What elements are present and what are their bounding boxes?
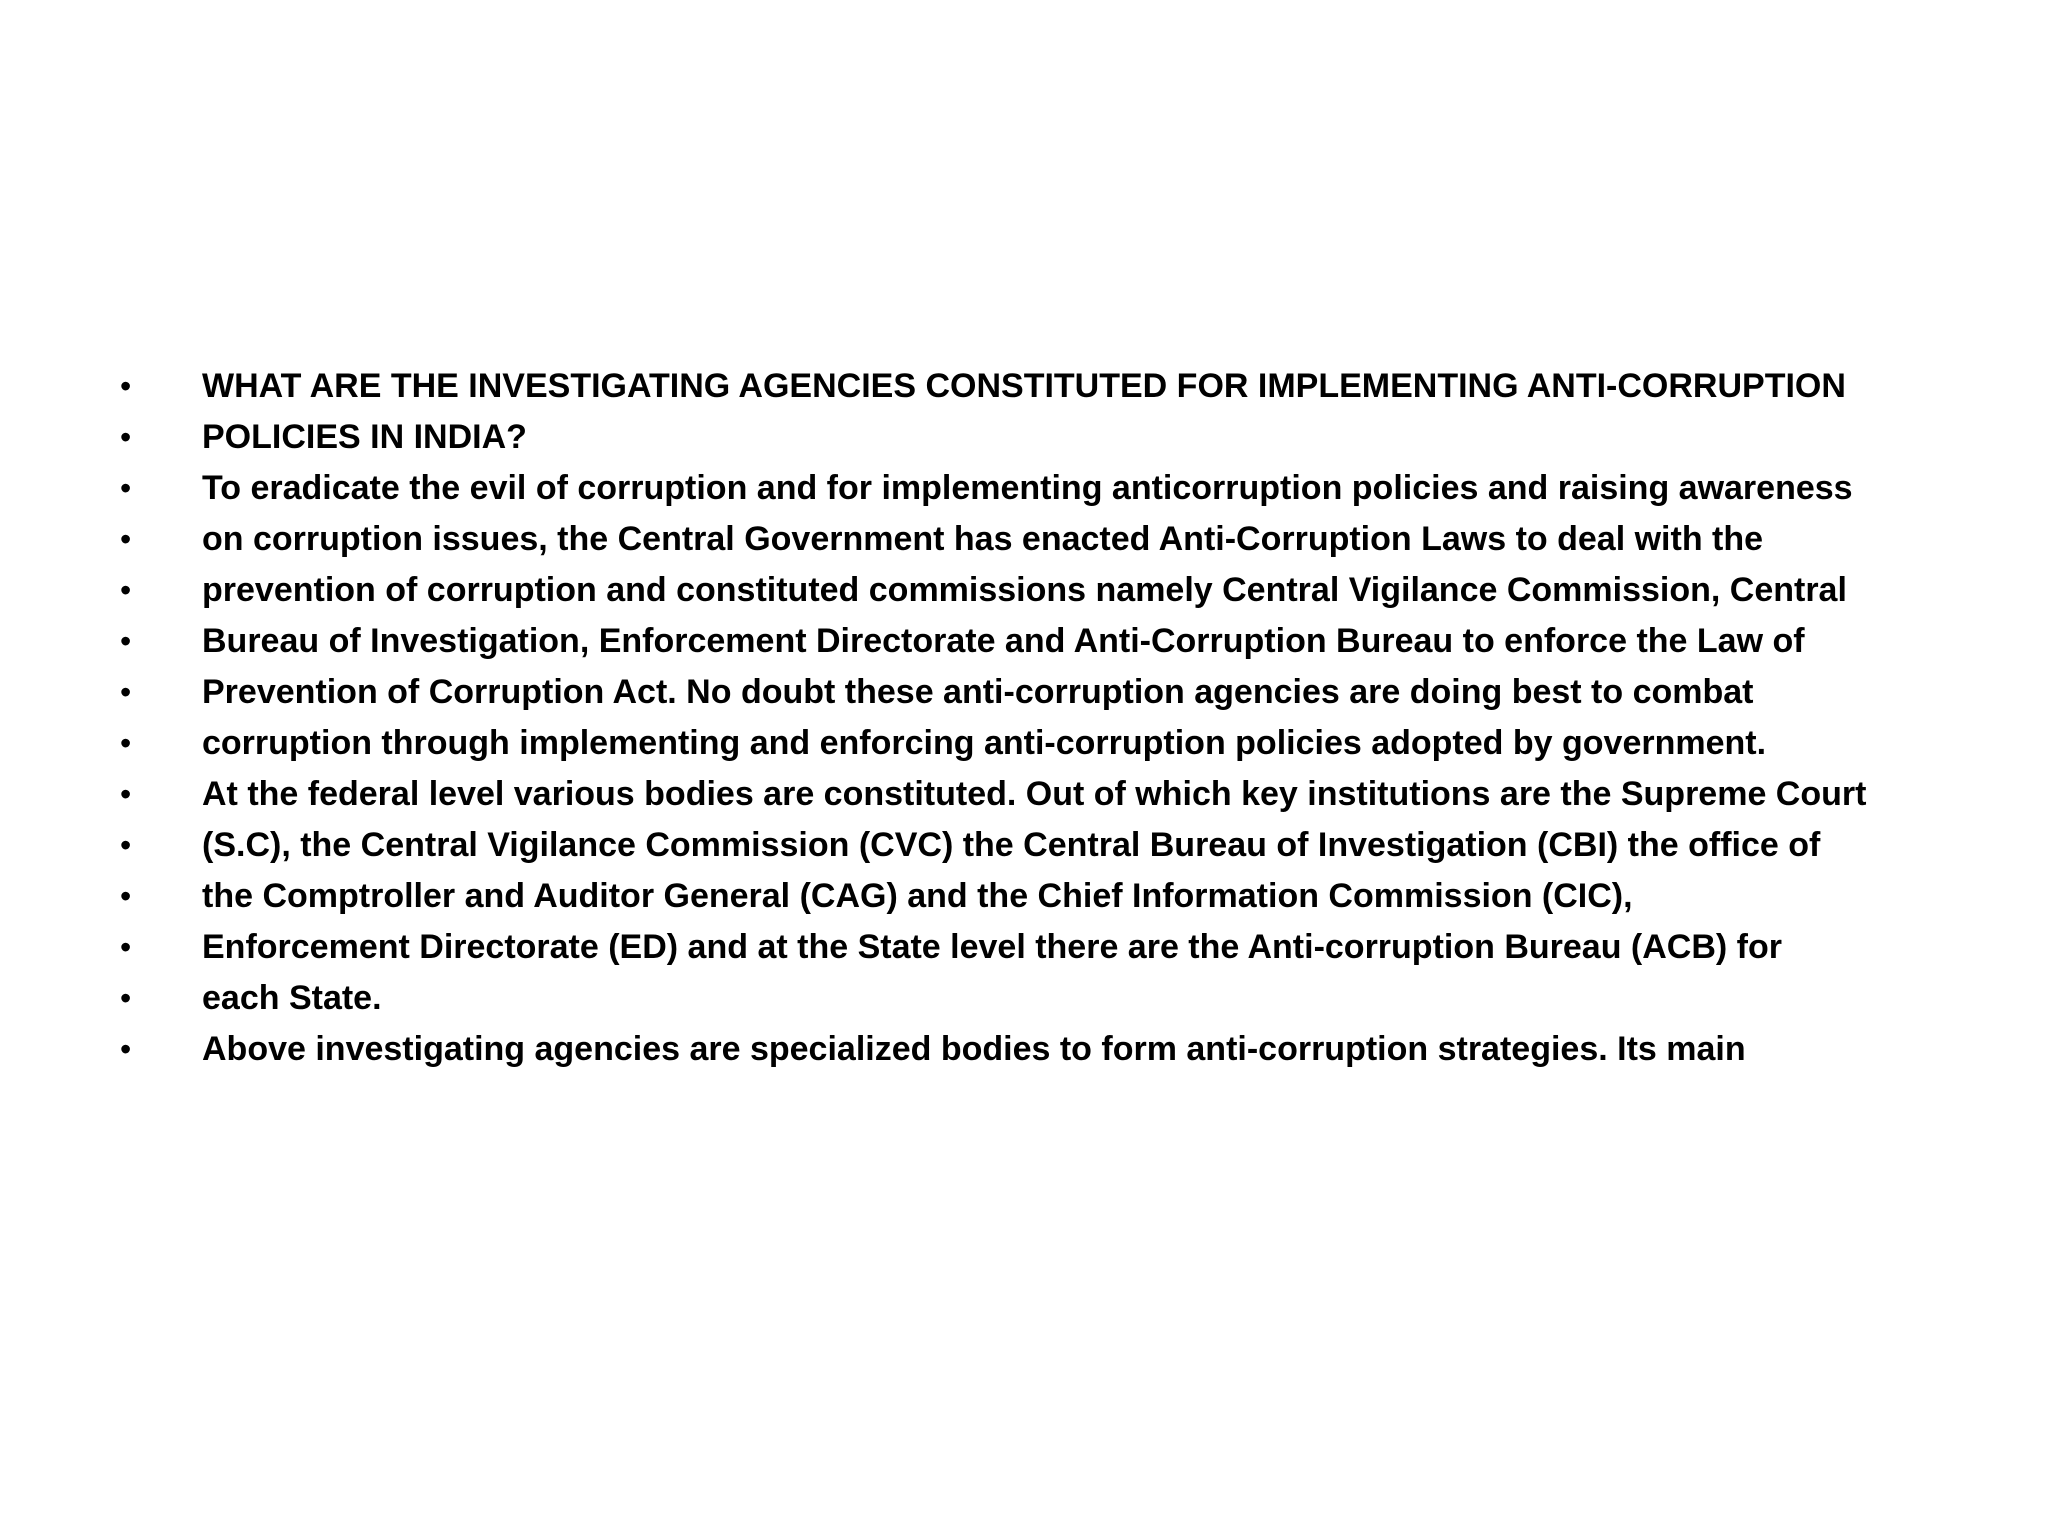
bullet-text: To eradicate the evil of corruption and for implementing anticorruption policies and raising awareness — [202, 469, 1853, 507]
bullet-text: At the federal level various bodies are constituted. Out of which key institutions are the Supreme Court — [202, 775, 1867, 813]
bullet-item — [120, 468, 1960, 509]
bullet-icon: • — [120, 827, 132, 863]
bullet-text: prevention of corruption and constituted commissions namely Central Vigilance Commission, Central — [202, 571, 1847, 609]
bullet-text: on corruption issues, the Central Government has enacted Anti-Corruption Laws to deal with the — [202, 520, 1764, 558]
bullet-item — [120, 774, 1960, 815]
bullet-text: Enforcement Directorate (ED) and at the State level there are the Anti-corruption Bureau (ACB) for — [202, 928, 1782, 966]
bullet-text: corruption through implementing and enforcing anti-corruption policies adopted by government. — [202, 724, 1767, 762]
bullet-icon: • — [120, 725, 132, 761]
bullet-text: Prevention of Corruption Act. No doubt these anti-corruption agencies are doing best to combat — [202, 673, 1754, 711]
bullet-item — [120, 876, 1960, 917]
bullet-icon: • — [120, 572, 132, 608]
bullet-item — [120, 519, 1960, 560]
bullet-item — [120, 825, 1960, 866]
bullet-icon: • — [120, 878, 132, 914]
bullet-text: (S.C), the Central Vigilance Commission (CVC) the Central Bureau of Investigation (CBI) the office of — [202, 826, 1821, 864]
bullet-text: the Comptroller and Auditor General (CAG) and the Chief Information Commission (CIC), — [202, 877, 1633, 915]
bullet-item — [120, 570, 1960, 611]
bullet-icon: • — [120, 368, 132, 404]
bullet-item — [120, 723, 1960, 764]
bullet-item — [120, 978, 1960, 1019]
bullet-icon: • — [120, 521, 132, 557]
bullet-text: Above investigating agencies are specialized bodies to form anti-corruption strategies. Its main — [202, 1030, 1746, 1068]
bullet-icon: • — [120, 776, 132, 812]
bullet-text: POLICIES IN INDIA? — [202, 418, 527, 456]
bullet-item — [120, 417, 1960, 458]
bullet-icon: • — [120, 470, 132, 506]
bullet-text: Bureau of Investigation, Enforcement Directorate and Anti-Corruption Bureau to enforce the Law of — [202, 622, 1805, 660]
bullet-icon: • — [120, 1031, 132, 1067]
bullet-text: WHAT ARE THE INVESTIGATING AGENCIES CONSTITUTED FOR IMPLEMENTING ANTI-CORRUPTION — [202, 367, 1846, 405]
bullet-icon: • — [120, 980, 132, 1016]
bullet-item — [120, 672, 1960, 713]
bullet-icon: • — [120, 419, 132, 455]
bullet-icon: • — [120, 674, 132, 710]
bullet-icon: • — [120, 929, 132, 965]
bullet-icon: • — [120, 623, 132, 659]
bullet-item — [120, 621, 1960, 662]
bullet-list — [120, 366, 1960, 1080]
bullet-text: each State. — [202, 979, 382, 1017]
bullet-item — [120, 927, 1960, 968]
bullet-item — [120, 366, 1960, 407]
bullet-item — [120, 1029, 1960, 1070]
